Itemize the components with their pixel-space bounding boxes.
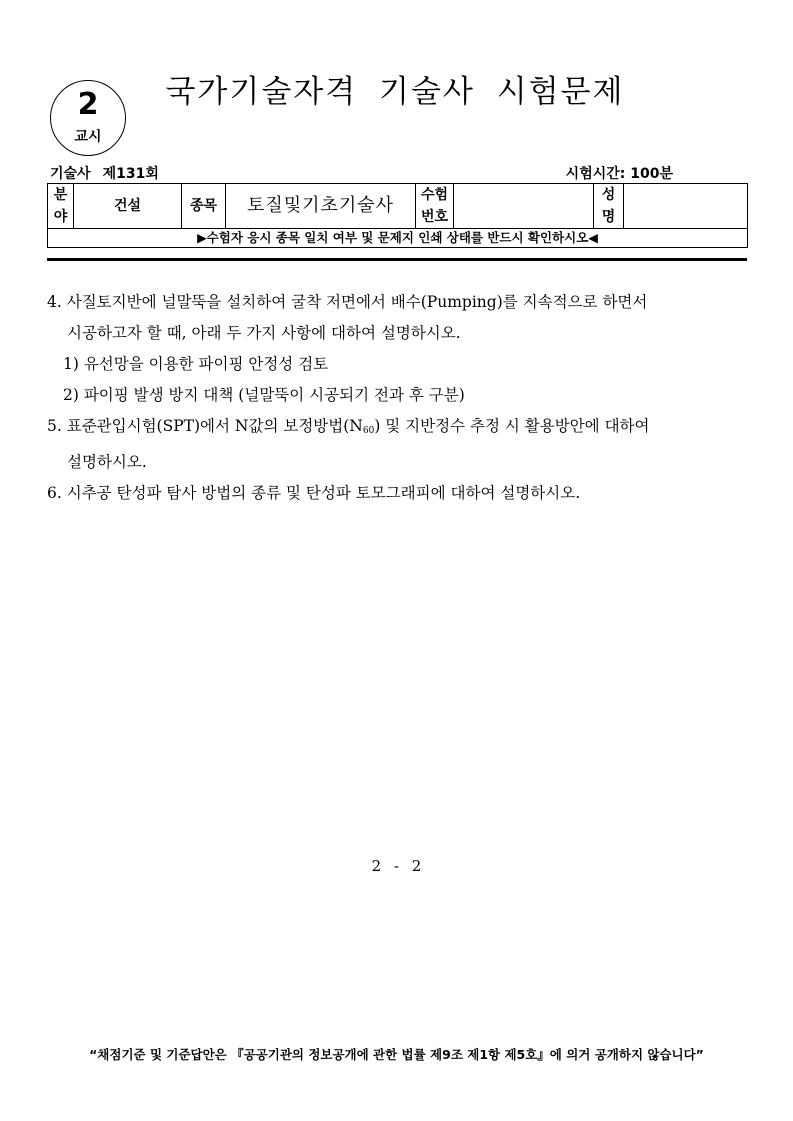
period-number: 2	[77, 87, 99, 122]
field-label: 분 야	[48, 184, 74, 229]
check-notice: ▶수험자 응시 종목 일치 여부 및 문제지 인쇄 상태를 반드시 확인하시오◀	[48, 229, 748, 248]
exam-category: 기술사	[50, 166, 91, 182]
examno-label: 수험 번호	[416, 184, 454, 229]
question-4-line1: 4. 사질토지반에 널말뚝을 설치하여 굴착 저면에서 배수(Pumping)를 지속적으로 하면서	[47, 293, 648, 311]
exam-time: 시험시간: 100분	[565, 166, 673, 182]
question-5-line1: 5. 표준관입시험(SPT)에서 N값의 보정방법$(N_{60})$ 및 지반정수 추정 시 활용방안에 대하여	[47, 417, 650, 436]
period-badge	[50, 80, 126, 156]
n60-subscript: 60	[362, 426, 375, 436]
header-divider	[47, 258, 747, 261]
disclosure-footer: “채점기준 및 기준답안은 『공공기관의 정보공개에 관한 법률 제9조 제1항 제5호』에 의거 공개하지 않습니다”	[89, 1047, 704, 1062]
page-title: 국가기술자격 기술사 시험문제	[165, 74, 625, 110]
exam-info-table	[47, 183, 748, 248]
question-4-sub1: 1) 유선망을 이용한 파이핑 안정성 검토	[63, 355, 329, 373]
item-label: 종목	[182, 184, 226, 229]
question-list	[47, 287, 747, 509]
question-6	[47, 478, 747, 509]
page-number: 2 - 2	[371, 857, 422, 875]
name-field[interactable]	[624, 184, 748, 229]
question-5-line2: 설명하시오.	[67, 453, 147, 471]
item-value: 토질및기초기술사	[226, 184, 416, 229]
question-4-sub2: 2) 파이핑 발생 방지 대책 (널말뚝이 시공되기 전과 후 구분)	[63, 386, 465, 404]
name-label: 성 명	[594, 184, 624, 229]
exam-round-number: 제131회	[102, 166, 159, 182]
question-6-line1: 6. 시추공 탄성파 탐사 방법의 종류 및 탄성파 토모그래피에 대하여 설명하시오.	[47, 484, 581, 502]
examno-field[interactable]	[454, 184, 594, 229]
field-value: 건설	[74, 184, 182, 229]
period-label: 교시	[74, 129, 102, 145]
question-4	[47, 287, 747, 411]
exam-round	[50, 163, 159, 183]
question-4-line2: 시공하고자 할 때, 아래 두 가지 사항에 대하여 설명하시오.	[67, 324, 461, 342]
question-5	[47, 411, 747, 478]
